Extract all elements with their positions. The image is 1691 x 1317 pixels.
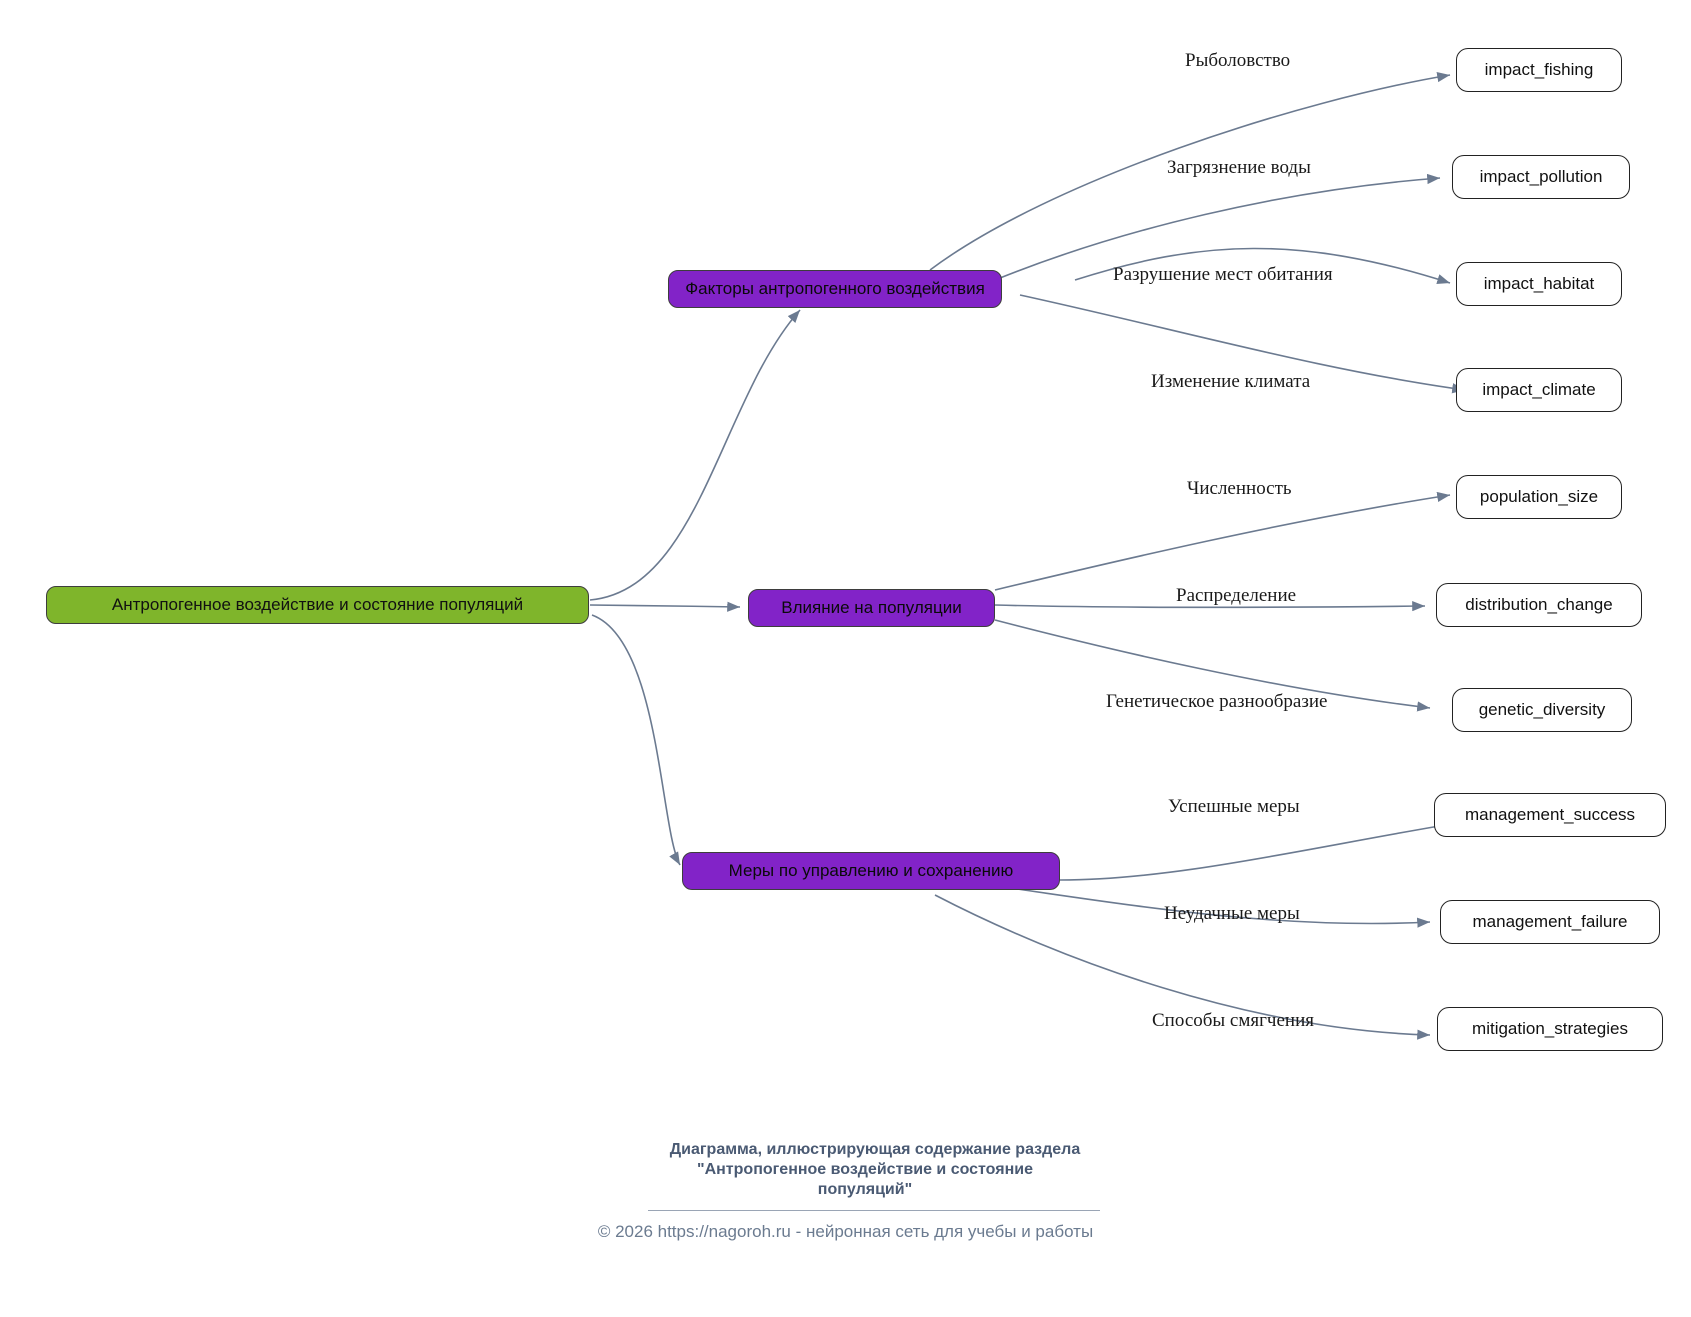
edge-label-population-size: Численность	[1187, 478, 1292, 499]
edge-label-management-failure: Неудачные меры	[1164, 903, 1300, 924]
node-leaf-management-success-label: management_success	[1464, 805, 1636, 824]
node-leaf-distribution-change-label: distribution_change	[1465, 595, 1613, 614]
node-branch-population-label: Влияние на популяции	[781, 598, 962, 617]
edge-label-fishing: Рыболовство	[1185, 50, 1291, 71]
footer-credit: © 2026 https://nagoroh.ru - нейронная сеть для учебы и работы	[597, 1222, 1094, 1241]
edge-label-distribution: Распределение	[1176, 585, 1297, 606]
node-leaf-mitigation-strategies[interactable]	[1437, 1007, 1663, 1051]
node-leaf-distribution-change[interactable]	[1436, 583, 1642, 627]
edge-label-habitat: Разрушение мест обитания	[1113, 264, 1333, 285]
node-leaf-impact-habitat[interactable]	[1456, 262, 1622, 306]
node-root[interactable]	[46, 586, 589, 624]
node-leaf-management-failure-label: management_failure	[1472, 912, 1628, 931]
node-leaf-mitigation-strategies-label: mitigation_strategies	[1472, 1019, 1628, 1038]
edge-management-success	[1060, 820, 1475, 880]
caption-line-2: "Антропогенное воздействие и состояние	[697, 1161, 1033, 1178]
edge-root-management	[592, 615, 680, 865]
edge-label-mitigation: Способы смягчения	[1152, 1010, 1314, 1031]
caption-line-3: популяций"	[817, 1181, 913, 1198]
node-leaf-impact-fishing[interactable]	[1456, 48, 1622, 92]
node-branch-management-label: Меры по управлению и сохранению	[728, 861, 1014, 880]
edge-root-population	[590, 605, 740, 607]
node-leaf-impact-fishing-label: impact_fishing	[1484, 60, 1594, 79]
edge-factors-pollution	[1000, 178, 1440, 278]
node-leaf-impact-pollution-label: impact_pollution	[1479, 167, 1603, 186]
node-leaf-genetic-diversity-label: genetic_diversity	[1478, 700, 1606, 719]
node-branch-factors-label: Факторы антропогенного воздействия	[685, 279, 985, 298]
node-leaf-impact-climate-label: impact_climate	[1482, 380, 1596, 399]
node-branch-factors[interactable]	[668, 270, 1002, 308]
edge-population-size	[995, 495, 1450, 590]
node-leaf-population-size-label: population_size	[1479, 487, 1599, 506]
caption-line-1: Диаграмма, иллюстрирующая содержание раздела	[669, 1141, 1081, 1158]
node-branch-population[interactable]	[748, 589, 995, 627]
node-leaf-management-success[interactable]	[1434, 793, 1666, 837]
node-leaf-population-size[interactable]	[1456, 475, 1622, 519]
node-branch-management[interactable]	[682, 852, 1060, 890]
edge-label-genetic: Генетическое разнообразие	[1106, 691, 1328, 712]
node-leaf-management-failure[interactable]	[1440, 900, 1660, 944]
edge-label-climate: Изменение климата	[1151, 371, 1311, 392]
edge-label-management-success: Успешные меры	[1168, 796, 1300, 817]
node-leaf-genetic-diversity[interactable]	[1452, 688, 1632, 732]
edge-root-factors	[590, 310, 800, 600]
node-leaf-impact-climate[interactable]	[1456, 368, 1622, 412]
caption-divider	[648, 1210, 1100, 1211]
edge-label-pollution: Загрязнение воды	[1167, 157, 1311, 178]
node-leaf-impact-pollution[interactable]	[1452, 155, 1630, 199]
node-leaf-impact-habitat-label: impact_habitat	[1483, 274, 1595, 293]
node-root-label: Антропогенное воздействие и состояние популяций	[111, 595, 524, 614]
